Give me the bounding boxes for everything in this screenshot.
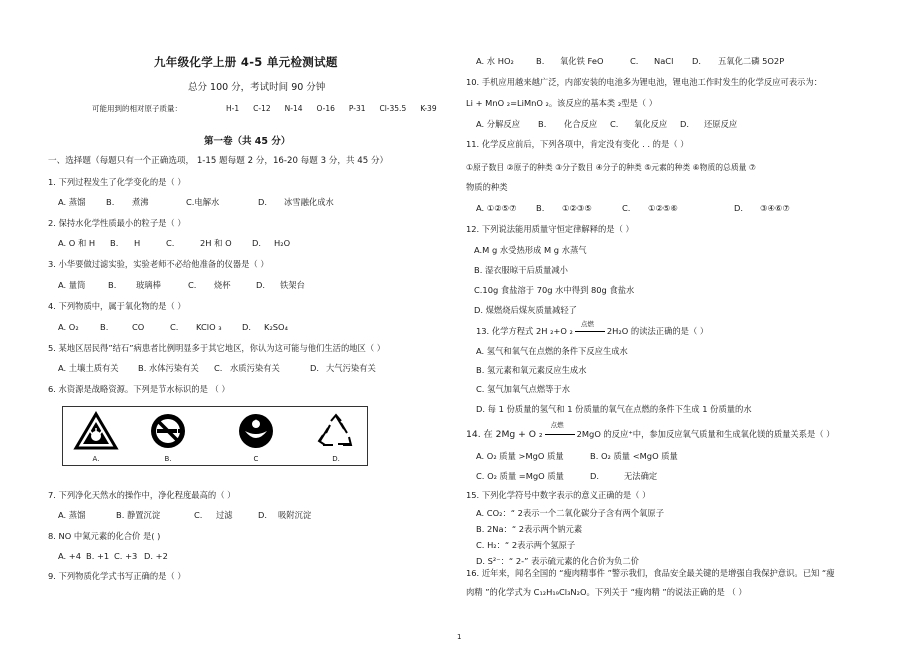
section-heading: 一、选择题（每题只有一个正确选项， 1-15 题每题 2 分，16-20 每题 3 分，共 45 分） — [48, 156, 389, 166]
option: C. — [630, 56, 639, 66]
option: K₂SO₄ — [264, 322, 288, 332]
option: D. — [258, 197, 268, 207]
question-9-options — [476, 57, 784, 67]
question-2-options — [58, 239, 290, 249]
option: CO — [132, 322, 145, 332]
atom-k: K-39 — [420, 104, 437, 113]
atom-o: O-16 — [316, 104, 335, 113]
question-12-option-d: D. 煤燃烧后煤灰质量减轻了 — [474, 305, 577, 315]
option: B. — [108, 280, 117, 290]
option: B. — [106, 197, 115, 207]
option: 烧杯 — [214, 280, 231, 290]
exam-title: 九年级化学上册 4-5 单元检测试题 — [154, 55, 338, 69]
option: D. — [258, 510, 268, 520]
option: ①②③⑤ — [562, 203, 592, 213]
option: C. — [610, 119, 619, 129]
water-saving-icon — [233, 411, 279, 463]
question-14-options-row1 — [476, 452, 678, 462]
option: A. ①②⑤⑦ — [476, 203, 517, 213]
question-8-options — [58, 552, 168, 562]
option: ③④⑥⑦ — [760, 203, 790, 213]
option: C. — [188, 280, 197, 290]
option: 冰雪融化成水 — [284, 197, 334, 207]
option: 过滤 — [216, 510, 233, 520]
option: A. 蒸馏 — [58, 510, 86, 520]
caption-c: C — [253, 455, 259, 463]
exam-subtitle: 总分 100 分，考试时间 90 分钟 — [188, 82, 326, 93]
option: A. 蒸馏 — [58, 197, 86, 207]
option: B. — [536, 56, 545, 66]
q13-stem-end: 2H₂O 的读法正确的是（ ） — [606, 326, 709, 336]
option: B. — [110, 238, 119, 248]
question-12-option-a: A.M g 水受热形成 M g 水蒸气 — [474, 245, 587, 255]
option: A. O₂ 质量 >MgO 质量 — [476, 451, 564, 461]
option: B. — [100, 322, 109, 332]
reaction-condition: 点燃 — [580, 320, 594, 328]
option: 铁架台 — [280, 280, 305, 290]
q14-stem: 14. 在 2Mg + O ₂ — [466, 429, 543, 440]
option: D. — [590, 471, 600, 481]
option: 吸附沉淀 — [278, 510, 312, 520]
option: D. — [310, 363, 320, 373]
atom-cl: Cl-35.5 — [379, 104, 407, 113]
reaction-condition: 点燃 — [550, 421, 564, 429]
option: 大气污染有关 — [326, 363, 376, 373]
question-15-option-b: B. 2Na：“ 2表示两个钠元素 — [476, 524, 583, 534]
question-11-options — [476, 204, 790, 214]
no-smoking-icon — [145, 411, 191, 463]
option: 2H 和 O — [200, 238, 232, 248]
caption-d: D. — [332, 455, 340, 463]
question-15-option-a: A. CO₂：“ 2表示一个二氧化碳分子含有两个氧原子 — [476, 508, 665, 518]
explosive-icon — [73, 411, 119, 463]
option: B. O₂ 质量 <MgO 质量 — [590, 451, 678, 461]
question-10-options — [476, 120, 737, 130]
atom-h: H-1 — [226, 104, 240, 113]
option: B. +1 — [86, 551, 110, 561]
option: A. 量筒 — [58, 280, 86, 290]
question-14 — [466, 421, 835, 440]
question-13-option-a: A. 氢气和氧气在点燃的条件下反应生成水 — [476, 346, 628, 356]
question-16-line-1: 16. 近年来，闻名全国的 “瘦肉精事件 ”警示我们，食品安全最关键的是增强自我保护意识。已知 “瘦 — [466, 568, 835, 578]
option: 无法确定 — [624, 471, 658, 481]
option: KClO ₃ — [196, 322, 222, 332]
question-2: 2. 保持水化学性质最小的粒子是（ ） — [48, 218, 186, 228]
option: C. — [170, 322, 179, 332]
option: C.电解水 — [186, 197, 220, 207]
option: 五氧化二磷 5O2P — [718, 56, 785, 66]
atom-p: P-31 — [348, 104, 366, 113]
option: C. — [194, 510, 203, 520]
option: 氧化铁 FeO — [560, 56, 604, 66]
question-4: 4. 下列物质中，属于氧化物的是（ ） — [48, 301, 186, 311]
option: C. — [214, 363, 223, 373]
option: A. 土壤土质有关 — [58, 363, 119, 373]
option: NaCl — [654, 56, 674, 66]
option: D. +2 — [144, 551, 168, 561]
option: 玻璃棒 — [136, 280, 161, 290]
option: D. — [252, 238, 262, 248]
option: A. 分解反应 — [476, 119, 520, 129]
question-3: 3. 小华要做过滤实验，实验老师不必给他准备的仪器是（ ） — [48, 259, 269, 269]
option: C. — [622, 203, 631, 213]
option: C. O₂ 质量 =MgO 质量 — [476, 471, 564, 481]
option: 煮沸 — [132, 197, 149, 207]
option: D. — [256, 280, 266, 290]
question-12: 12. 下列说法能用质量守恒定律解释的是（ ） — [466, 224, 634, 234]
question-3-options — [58, 281, 305, 291]
option: A. 水 HO₂ — [476, 56, 514, 66]
option: C. +3 — [114, 551, 138, 561]
question-15-option-d: D. S²⁻：“ 2-” 表示硫元素的化合价为负二价 — [476, 556, 639, 566]
q14-stem-end: 2MgO 的反应⁺中，参加反应氧气质量和生成氧化镁的质量关系是（ ） — [576, 429, 835, 439]
question-10-equation: Li + MnO ₂=LiMnO ₂。该反应的基本类 ₂型是（ ） — [466, 98, 658, 108]
question-11-items-cont: 物质的种类 — [466, 182, 508, 192]
option: ①②⑤⑥ — [648, 203, 678, 213]
recycle-icon — [313, 411, 359, 463]
option: 氧化反应 — [634, 119, 668, 129]
option: A. O 和 H — [58, 238, 96, 248]
question-1: 1. 下列过程发生了化学变化的是（ ） — [48, 177, 186, 187]
option: C. — [166, 238, 175, 248]
reaction-arrow — [573, 320, 607, 337]
option: B. — [536, 203, 545, 213]
part-heading: 第一卷（共 45 分） — [204, 136, 291, 147]
option: A. +4 — [58, 551, 82, 561]
atom-n: N-14 — [284, 104, 303, 113]
water-symbol-options — [62, 406, 368, 466]
option: D. — [680, 119, 690, 129]
question-11: 11. 化学反应前后，下列各项中，肯定没有变化 . . 的是（ ） — [466, 139, 689, 149]
caption-b: B. — [164, 455, 172, 463]
question-15: 15. 下列化学符号中数字表示的意义正确的是（ ） — [466, 490, 651, 500]
page-number: 1 — [457, 633, 462, 641]
question-16-line-2: 肉精 ”的化学式为 C₁₂H₁₉Cl₃N₂O。下列关于 “瘦肉精 ”的说法正确的是 （ ） — [466, 587, 747, 597]
option: D. — [242, 322, 252, 332]
question-5-options — [58, 364, 376, 374]
option: D. — [734, 203, 744, 213]
caption-a: A. — [92, 455, 100, 463]
question-14-options-row2 — [476, 472, 657, 482]
question-6: 6. 水资源是战略资源。下列是节水标识的是 （ ） — [48, 384, 230, 394]
option: D. — [692, 56, 702, 66]
question-7: 7. 下列净化天然水的操作中，净化程度最高的（ ） — [48, 490, 236, 500]
question-13-option-b: B. 氢元素和氧元素反应生成水 — [476, 365, 587, 375]
option: B. 水体污染有关 — [138, 363, 199, 373]
atom-c: C-12 — [253, 104, 271, 113]
question-4-options — [58, 323, 288, 333]
option: H₂O — [274, 238, 291, 248]
question-8: 8. NO 中氮元素的化合价 是( ) — [48, 531, 161, 541]
question-12-option-b: B. 湿衣服晾干后质量减小 — [474, 265, 568, 275]
question-9: 9. 下列物质化学式书写正确的是（ ） — [48, 571, 186, 581]
atomic-mass-label: 可能用到的相对原子质量： — [92, 104, 182, 113]
question-13-option-c: C. 氢气加氧气点燃等于水 — [476, 384, 571, 394]
option: 化合反应 — [564, 119, 598, 129]
question-10: 10. 手机应用越来越广泛，内部安装的电池多为锂电池，锂电池工作时发生的化学反应可表示为： — [466, 77, 823, 87]
option: H — [134, 238, 141, 248]
option: 水质污染有关 — [230, 363, 280, 373]
option: A. O₂ — [58, 322, 79, 332]
question-12-option-c: C.10g 食盐溶于 70g 水中得到 80g 食盐水 — [474, 285, 635, 295]
question-1-options — [58, 198, 334, 208]
question-15-option-c: C. H₂：“ 2表示两个氢原子 — [476, 540, 576, 550]
question-13 — [476, 320, 709, 337]
question-5: 5. 某地区居民得”结石”病患者比例明显多于其它地区，你认为这可能与他们生活的地区（ ） — [48, 343, 386, 353]
question-11-items: ①原子数目 ②原子的种类 ③分子数目 ④分子的种类 ⑤元素的种类 ⑥物质的总质量 ⑦ — [466, 163, 756, 172]
reaction-arrow — [543, 421, 577, 440]
q13-stem: 13. 化学方程式 2H ₂+O ₂ — [476, 326, 573, 336]
option: B. — [538, 119, 547, 129]
option: 还原反应 — [704, 119, 738, 129]
question-13-option-d: D. 每 1 份质量的氢气和 1 份质量的氧气在点燃的条件下生成 1 份质量的水 — [476, 404, 752, 414]
atomic-masses — [92, 104, 451, 113]
question-7-options — [58, 511, 311, 521]
option: B. 静置沉淀 — [116, 510, 161, 520]
